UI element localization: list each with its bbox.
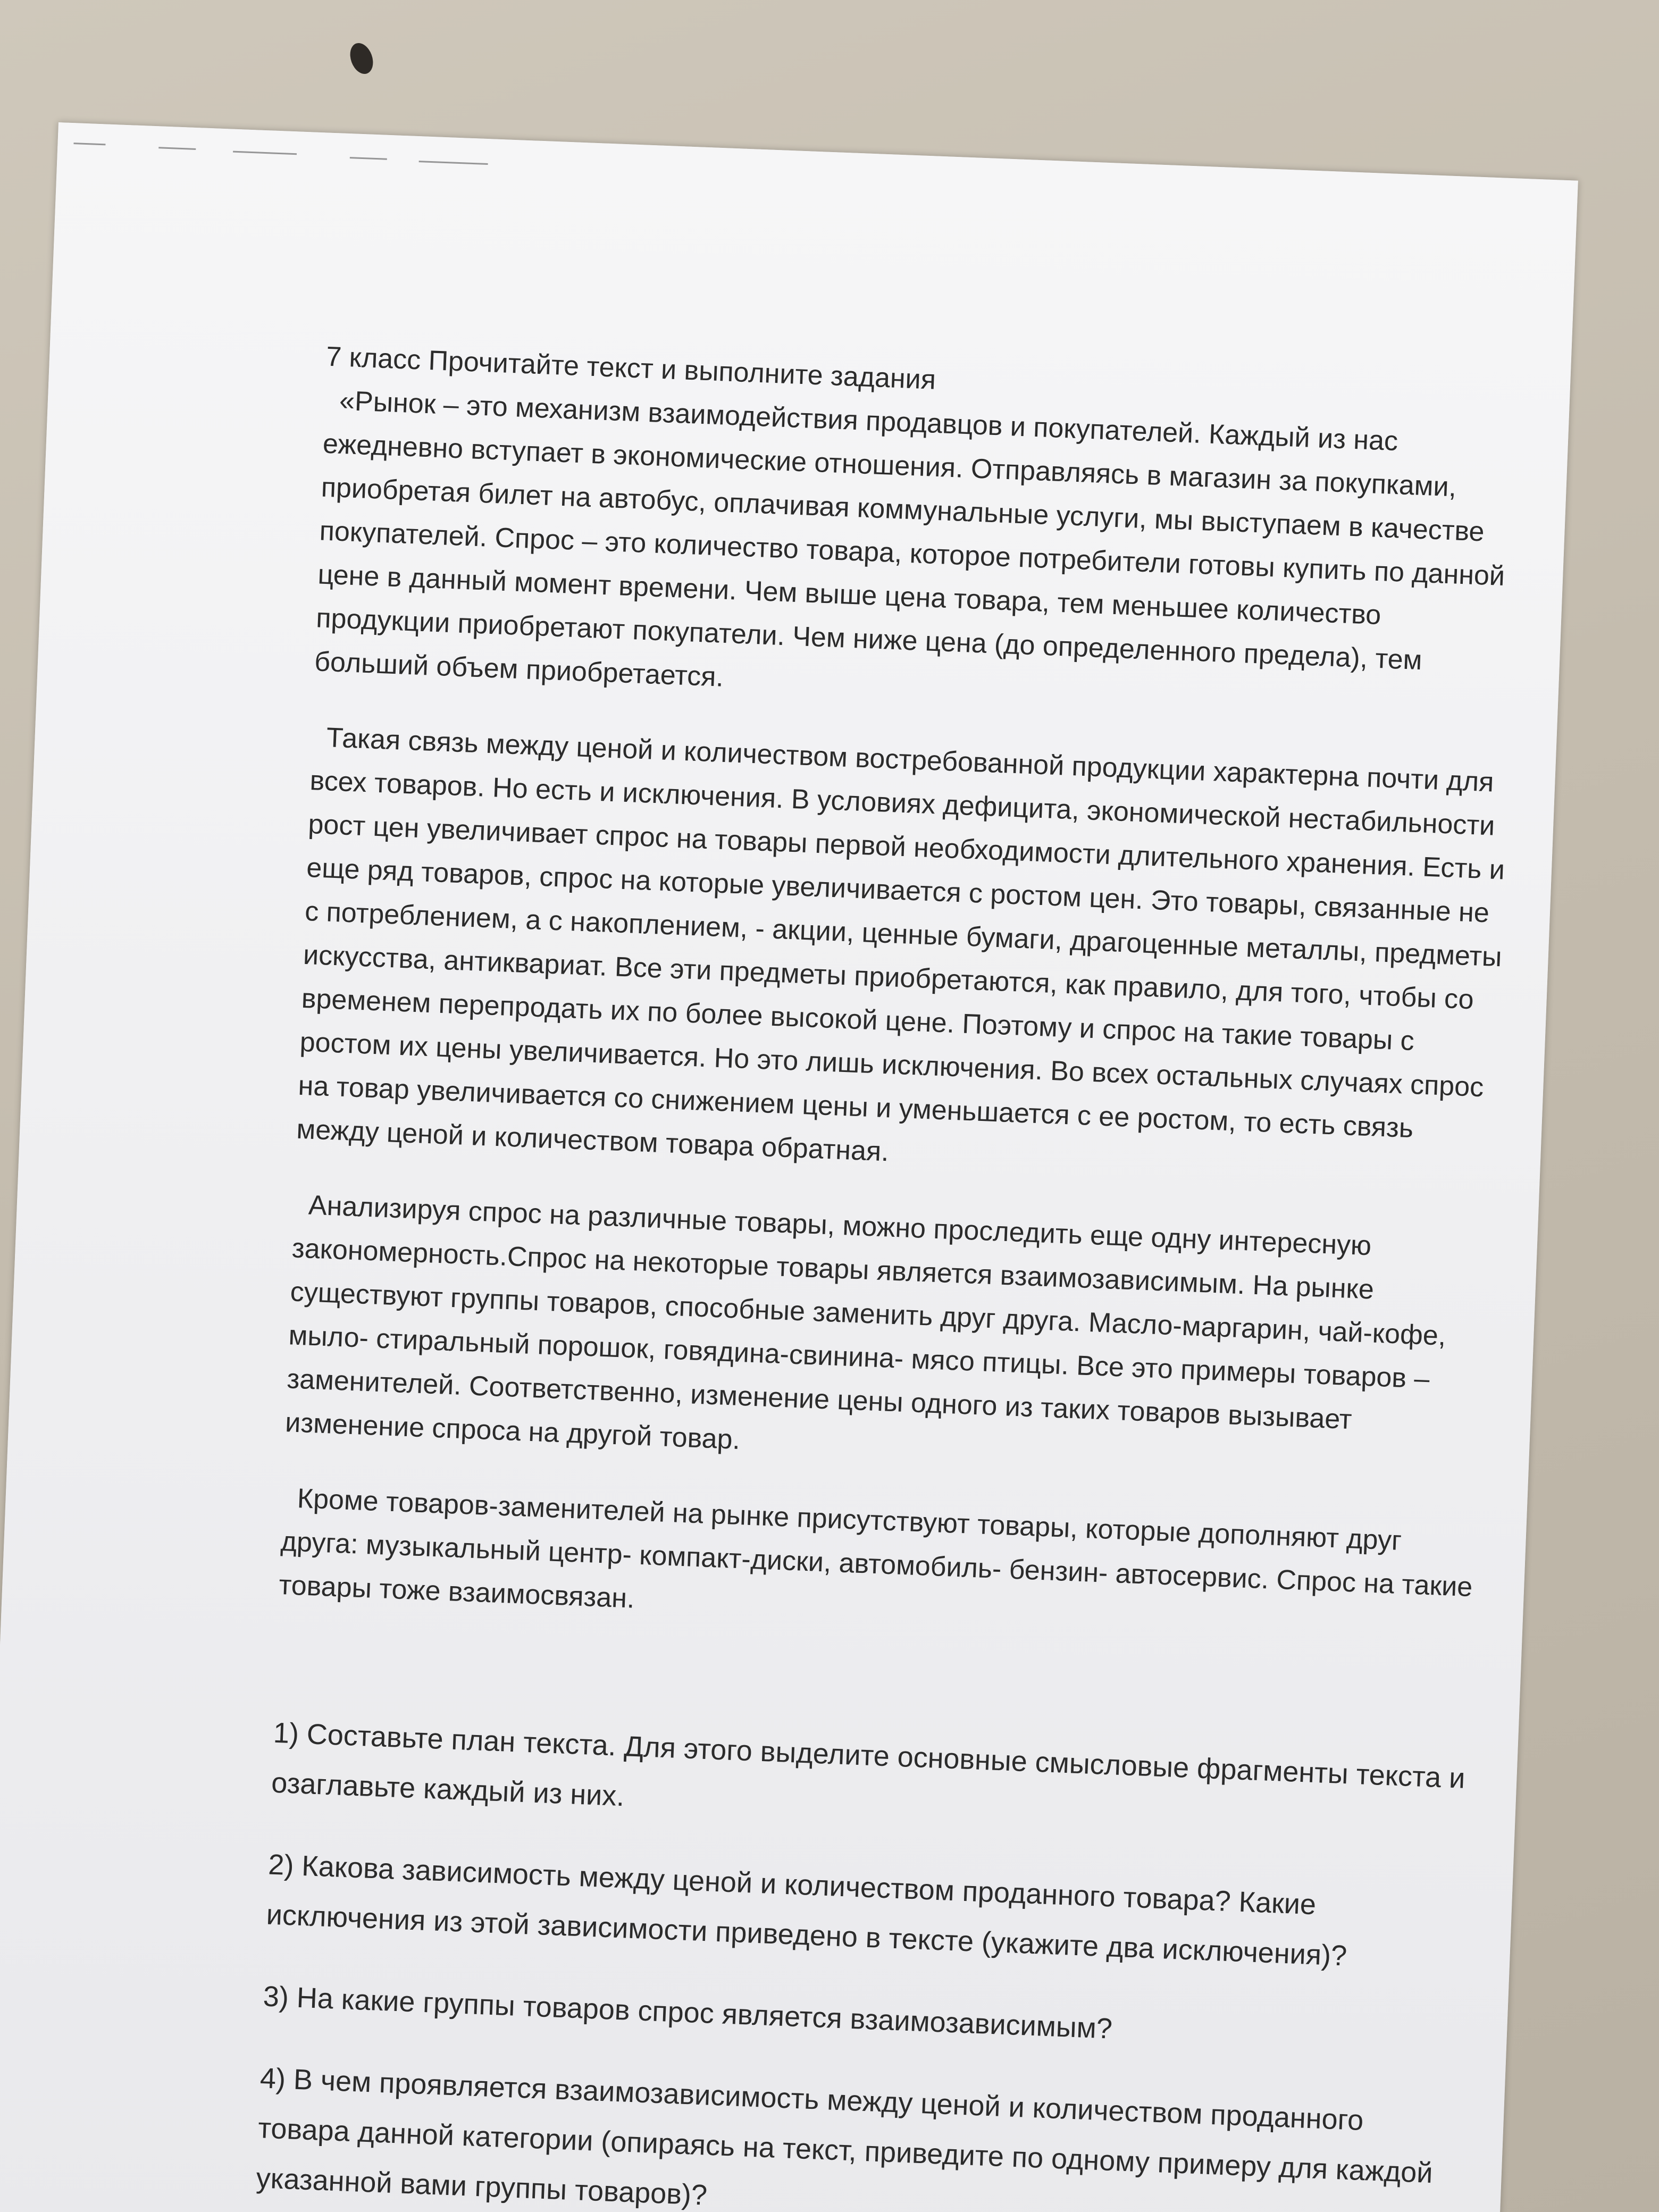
reading-text bbox=[278, 379, 1526, 1653]
question-3: 3) На какие группы товаров спрос является взаимозависимым? bbox=[262, 1980, 1113, 2045]
paragraph-market-definition: «Рынок – это механизм взаимодействия продавцов и покупателей. Каждый из нас ежедневно вступает в экономические отношения. Отправляясь в магазин за покупками, приобретая билет на автобус, оплачивая коммунальные услуги, мы выступаем в качестве покупателей. Спрос – это количество товара, которое потребители готовы купить по данной цене в данный момент времени. Чем выше цена товара, тем меньшее количество продукции приобретают покупатели. Чем ниже цена (до определенного предела), тем больший объем приобретается. bbox=[314, 385, 1506, 693]
paragraph-complements: Кроме товаров-заменителей на рынке присутствуют товары, которые дополняют друг друга: музыкальный центр- компакт-диски, автомобиль- бензин- автосервис. Спрос на такие товары тоже взаимосвязан. bbox=[278, 1483, 1473, 1614]
paper-sheet bbox=[0, 122, 1578, 2212]
question-1: 1) Составьте план текста. Для этого выделите основные смысловые фрагменты текста и озаглавьте каждый из них. bbox=[271, 1716, 1466, 1813]
document-body bbox=[254, 335, 1528, 2212]
question-4: 4) В чем проявляется взаимозависимость между ценой и количеством проданного товара данной категории (опираясь на текст, приведите по одному примеру для каждой указанной вами группы товаров)? bbox=[255, 2062, 1434, 2211]
faint-header-marks bbox=[73, 141, 499, 169]
header-mark bbox=[419, 161, 488, 165]
question-list bbox=[255, 1708, 1475, 2212]
header-mark bbox=[233, 151, 297, 155]
header-mark bbox=[350, 157, 387, 160]
header-mark bbox=[73, 143, 105, 145]
assignment-heading: 7 класс Прочитайте текст и выполните задания bbox=[325, 341, 936, 396]
question-2: 2) Какова зависимость между ценой и количеством проданного товара? Какие исключения из этой зависимости приведено в тексте (укажите два исключения)? bbox=[265, 1848, 1348, 1972]
paragraph-substitutes: Анализируя спрос на различные товары, можно проследить еще одну интересную закономерность.Спрос на некоторые товары является взаимозависимым. На рынке существуют группы товаров, способные заменить друг друга. Масло-маргарин, чай-кофе, мыло- стиральный порошок, говядина-свинина- мясо птицы. Все это примеры товаров –заменителей. Соответственно, изменение цены одного из таких товаров вызывает изменение спроса на другой товар. bbox=[284, 1189, 1447, 1456]
header-mark bbox=[158, 147, 196, 150]
paragraph-exceptions: Такая связь между ценой и количеством востребованной продукции характерна почти для всех товаров. Но есть и исключения. В условиях дефицита, экономической нестабильности рост цен увеличивает спрос на товары первой необходимости длительного хранения. Есть и еще ряд товаров, спрос на которые увеличивается с ростом цен. Это товары, связанные не с потреблением, а с накоплением, - акции, ценные бумаги, драгоценные металлы, предметы искусства, антиквариат. Все эти предметы приобретаются, как правило, для того, чтобы со временем перепродать их по более высокой цене. Поэтому и спрос на такие товары с ростом их цены увеличивается. Но это лишь исключения. Во всех остальных случаях спрос на товар увеличивается со снижением цены и уменьшается с ее ростом, то есть связь между ценой и количеством товара обратная. bbox=[296, 722, 1505, 1168]
